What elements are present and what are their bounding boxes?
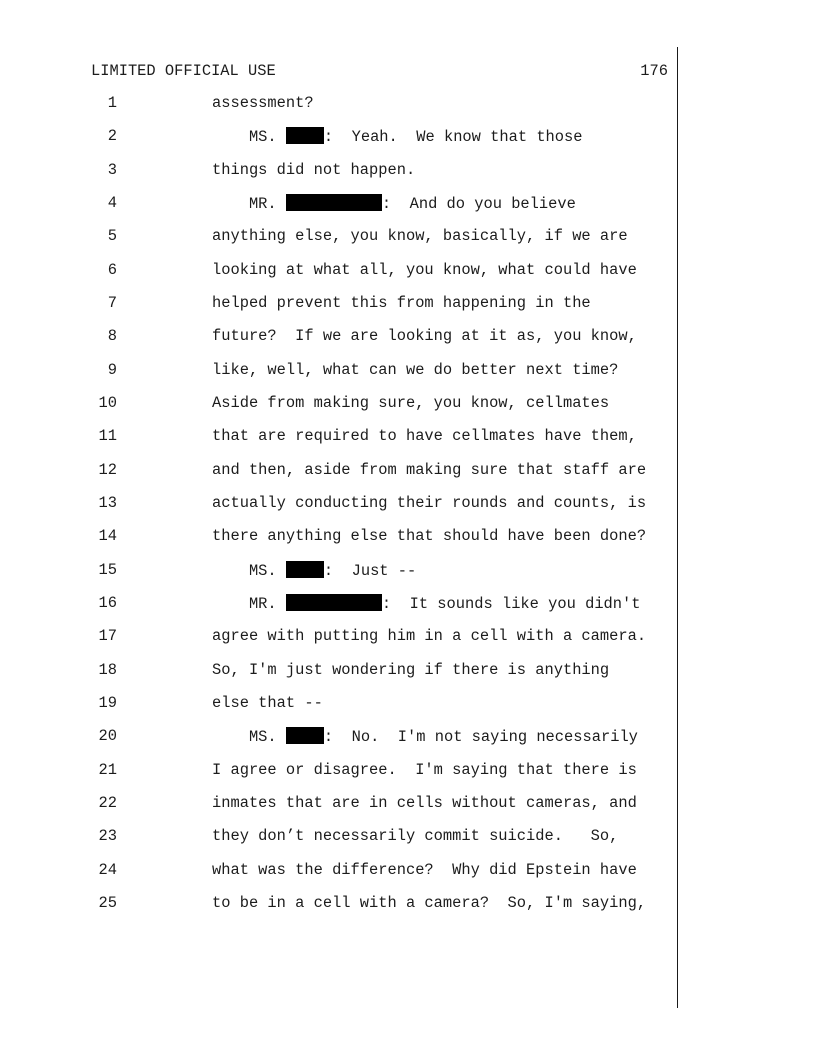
line-text: agree with putting him in a cell with a camera. xyxy=(212,627,647,645)
redaction-box xyxy=(286,127,324,144)
line-number: 15 xyxy=(98,561,117,579)
line-text: what was the difference? Why did Epstein have xyxy=(212,861,637,879)
redaction-box xyxy=(286,727,324,744)
line-text xyxy=(212,127,583,146)
speech-text: : It sounds like you didn't xyxy=(381,595,641,613)
speech-text: : No. I'm not saying necessarily xyxy=(323,728,638,746)
line-number: 2 xyxy=(107,127,117,145)
line-number: 5 xyxy=(107,227,117,245)
line-text: So, I'm just wondering if there is anything xyxy=(212,661,610,679)
line-number: 18 xyxy=(98,661,117,679)
line-text xyxy=(212,561,416,580)
speaker-prefix: MR. xyxy=(212,595,286,613)
line-text: there anything else that should have been done? xyxy=(212,527,647,545)
line-text: future? If we are looking at it as, you know, xyxy=(212,327,637,345)
redaction-box xyxy=(286,594,382,611)
line-number: 12 xyxy=(98,461,117,479)
line-number: 13 xyxy=(98,494,117,512)
speech-text: : And do you believe xyxy=(381,195,576,213)
speaker-prefix: MR. xyxy=(212,195,286,213)
line-number: 9 xyxy=(107,361,117,379)
line-text: else that -- xyxy=(212,694,323,712)
line-number: 4 xyxy=(107,194,117,212)
line-number: 10 xyxy=(98,394,117,412)
speaker-prefix: MS. xyxy=(212,728,286,746)
line-text: they don’t necessarily commit suicide. So, xyxy=(212,827,619,845)
speaker-prefix: MS. xyxy=(212,562,286,580)
line-text xyxy=(212,594,641,613)
line-number: 17 xyxy=(98,627,117,645)
line-number: 23 xyxy=(98,827,117,845)
line-number: 20 xyxy=(98,727,117,745)
line-text: like, well, what can we do better next time? xyxy=(212,361,619,379)
line-number: 21 xyxy=(98,761,117,779)
line-text: helped prevent this from happening in the xyxy=(212,294,591,312)
line-text: things did not happen. xyxy=(212,161,416,179)
speech-text: : Yeah. We know that those xyxy=(323,128,583,146)
line-text: assessment? xyxy=(212,94,314,112)
line-number: 3 xyxy=(107,161,117,179)
line-number: 24 xyxy=(98,861,117,879)
speech-text: : Just -- xyxy=(323,562,417,580)
margin-rule xyxy=(677,47,678,1008)
page-number: 176 xyxy=(640,62,668,80)
line-text: actually conducting their rounds and counts, is xyxy=(212,494,647,512)
classification-header: LIMITED OFFICIAL USE xyxy=(91,62,276,80)
line-text: that are required to have cellmates have them, xyxy=(212,427,637,445)
line-text: inmates that are in cells without cameras, and xyxy=(212,794,637,812)
line-text: I agree or disagree. I'm saying that there is xyxy=(212,761,637,779)
line-text xyxy=(212,194,576,213)
redaction-box xyxy=(286,561,324,578)
line-number: 16 xyxy=(98,594,117,612)
line-number: 25 xyxy=(98,894,117,912)
line-number: 6 xyxy=(107,261,117,279)
line-number: 1 xyxy=(107,94,117,112)
line-text: looking at what all, you know, what could have xyxy=(212,261,637,279)
line-text xyxy=(212,727,638,746)
line-text: to be in a cell with a camera? So, I'm saying, xyxy=(212,894,647,912)
speaker-prefix: MS. xyxy=(212,128,286,146)
line-text: Aside from making sure, you know, cellmates xyxy=(212,394,610,412)
line-number: 19 xyxy=(98,694,117,712)
line-number: 14 xyxy=(98,527,117,545)
line-number: 8 xyxy=(107,327,117,345)
line-number: 7 xyxy=(107,294,117,312)
redaction-box xyxy=(286,194,382,211)
line-text: and then, aside from making sure that staff are xyxy=(212,461,647,479)
line-text: anything else, you know, basically, if we are xyxy=(212,227,628,245)
line-number: 11 xyxy=(98,427,117,445)
line-number: 22 xyxy=(98,794,117,812)
